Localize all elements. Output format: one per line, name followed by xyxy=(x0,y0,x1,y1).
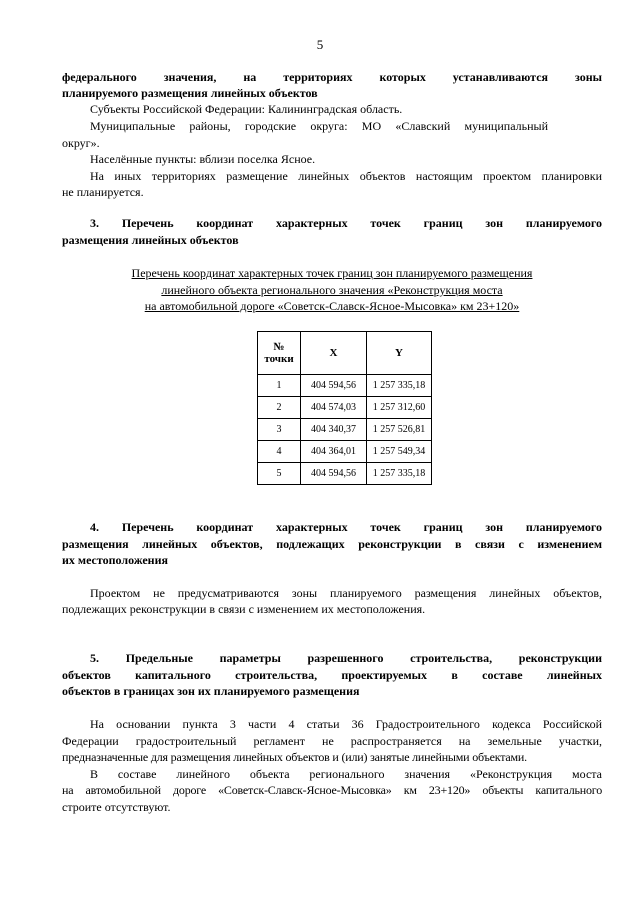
section5-p1-line3: предназначенные для размещения линейных объектов и (или) занятые линейными объектами. xyxy=(62,750,527,764)
section5-p1-line1: На основании пункта 3 части 4 статьи 36 Градостроительного кодекса Российской xyxy=(90,717,602,731)
section5-p2-line2: на автомобильной дороге «Советск-Славск-Ясное-Мысовка» км 23+120» объекты капитального xyxy=(62,783,602,797)
coordinates-table xyxy=(257,331,432,485)
section5-heading-line3: объектов в границах зон их планируемого размещения xyxy=(62,684,360,698)
section4-body-line1: Проектом не предусматриваются зоны планируемого размещения линейных объектов, xyxy=(90,586,602,600)
section3-heading-line2: размещения линейных объектов xyxy=(62,233,239,247)
table-row xyxy=(258,463,432,485)
cell-y: 1 257 335,18 xyxy=(367,375,432,397)
table-row xyxy=(258,441,432,463)
section4-heading-line1: 4. Перечень координат характерных точек границ зон планируемого xyxy=(90,520,602,534)
cell-point: 4 xyxy=(258,441,301,463)
cell-point: 3 xyxy=(258,419,301,441)
section4-heading-line3: их местоположения xyxy=(62,553,169,567)
intro-other-line2: не планируется. xyxy=(62,185,144,199)
section5-heading-line1: 5. Предельные параметры разрешенного строительства, реконструкции xyxy=(90,651,602,665)
cell-point: 1 xyxy=(258,375,301,397)
cell-x: 404 364,01 xyxy=(301,441,367,463)
table-row xyxy=(258,419,432,441)
cell-point: 5 xyxy=(258,463,301,485)
header-y: Y xyxy=(367,332,432,375)
header-x: X xyxy=(301,332,367,375)
cell-y: 1 257 335,18 xyxy=(367,463,432,485)
intro-settlements: Населённые пункты: вблизи поселка Ясное. xyxy=(90,152,316,166)
cell-x: 404 340,37 xyxy=(301,419,367,441)
cell-y: 1 257 549,34 xyxy=(367,441,432,463)
cell-y: 1 257 526,81 xyxy=(367,419,432,441)
header-point-number: № точки xyxy=(258,332,301,375)
cell-y: 1 257 312,60 xyxy=(367,397,432,419)
section3-heading-line1: 3. Перечень координат характерных точек границ зон планируемого xyxy=(90,216,602,230)
page-number: 5 xyxy=(316,37,324,52)
section4-heading-line2: размещения линейных объектов, подлежащих реконструкции в связи с изменением xyxy=(62,537,602,551)
cell-point: 2 xyxy=(258,397,301,419)
intro-municipal-line1: Муниципальные районы, городские округа: МО «Славский муниципальный xyxy=(90,119,548,133)
cell-x: 404 594,56 xyxy=(301,375,367,397)
intro-heading-line2: планируемого размещения линейных объектов xyxy=(62,86,318,100)
table-caption-line3: на автомобильной дороге «Советск-Славск-Ясное-Мысовка» км 23+120» xyxy=(144,299,520,313)
section4-body-line2: подлежащих реконструкции в связи с изменением их местоположения. xyxy=(62,602,426,616)
intro-subjects: Субъекты Российской Федерации: Калининградская область. xyxy=(90,102,403,116)
table-row xyxy=(258,397,432,419)
section5-p2-line3: строите отсутствуют. xyxy=(62,800,171,814)
table-caption-line2: линейного объекта регионального значения «Реконструкция моста xyxy=(161,283,503,297)
section5-heading-line2: объектов капитального строительства, проектируемых в составе линейных xyxy=(62,668,602,682)
intro-heading-line1: федерального значения, на территориях которых устанавливаются зоны xyxy=(62,70,602,84)
table-caption-line1: Перечень координат характерных точек границ зон планируемого размещения xyxy=(131,266,533,280)
intro-municipal-line2: округ». xyxy=(62,136,100,150)
table-row xyxy=(258,375,432,397)
section5-p1-line2: Федерации градостроительный регламент не распространяется на земельные участки, xyxy=(62,734,602,748)
section5-p2-line1: В составе линейного объекта регионального значения «Реконструкция моста xyxy=(90,767,602,781)
cell-x: 404 574,03 xyxy=(301,397,367,419)
cell-x: 404 594,56 xyxy=(301,463,367,485)
intro-other-line1: На иных территориях размещение линейных объектов настоящим проектом планировки xyxy=(90,169,602,183)
table-header-row xyxy=(258,332,432,375)
